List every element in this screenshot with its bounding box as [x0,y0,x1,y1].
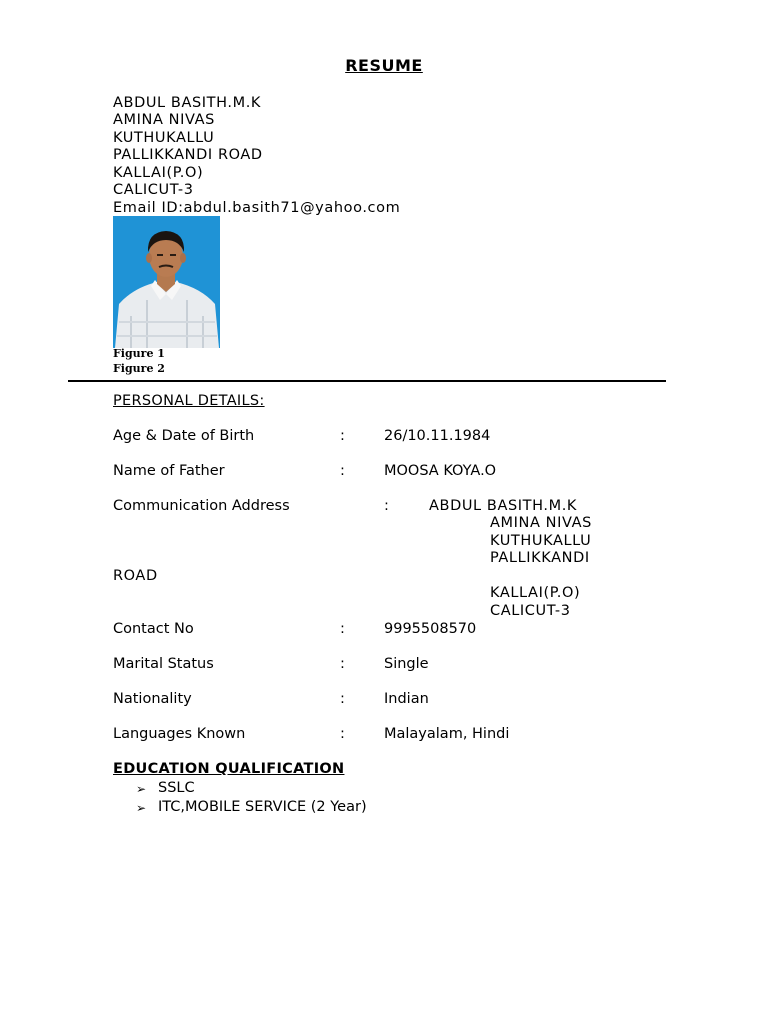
header-email: Email ID:abdul.basith71@yahoo.com [113,200,401,216]
list-item: SSLC [158,780,195,796]
header-address-line: CALICUT-3 [113,182,194,198]
header-name: ABDUL BASITH.M.K [113,95,262,111]
education-heading: EDUCATION QUALIFICATION [113,761,345,777]
address-line: KALLAI(P.O) [490,585,581,601]
age-label: Age & Date of Birth [113,428,255,444]
father-label: Name of Father [113,463,225,479]
figure-caption: Figure 2 [113,362,165,375]
header-address-line: KALLAI(P.O) [113,165,204,181]
header-address-line: AMINA NIVAS [113,112,215,128]
languages-value: Malayalam, Hindi [384,726,510,742]
address-line: KUTHUKALLU [490,533,592,549]
languages-label: Languages Known [113,726,246,742]
address-line: PALLIKKANDI [490,550,590,566]
nationality-label: Nationality [113,691,192,707]
separator-colon: : [340,656,345,672]
marital-value: Single [384,656,429,672]
age-value: 26/10.11.1984 [384,428,491,444]
list-item: ITC,MOBILE SERVICE (2 Year) [158,799,367,815]
header-address-line: PALLIKKANDI ROAD [113,147,263,163]
figure-caption: Figure 1 [113,347,165,360]
contact-value: 9995508570 [384,621,477,637]
separator-colon: : [384,498,389,514]
father-value: MOOSA KOYA.O [384,463,497,479]
header-address-line: KUTHUKALLU [113,130,215,146]
personal-details-heading: PERSONAL DETAILS: [113,393,265,409]
separator-colon: : [340,428,345,444]
separator-colon: : [340,621,345,637]
address-line: AMINA NIVAS [490,515,592,531]
address-line: CALICUT-3 [490,603,571,619]
separator-colon: : [340,726,345,742]
separator-colon: : [340,463,345,479]
arrowhead-bullet-icon: ➢ [136,782,147,796]
resume-title: RESUME [345,56,423,75]
address-road: ROAD [113,568,158,584]
address-label: Communication Address [113,498,290,514]
address-name: ABDUL BASITH.M.K [429,498,578,514]
profile-photo [113,216,220,348]
marital-label: Marital Status [113,656,214,672]
separator-colon: : [340,691,345,707]
horizontal-rule [68,380,666,382]
nationality-value: Indian [384,691,429,707]
arrowhead-bullet-icon: ➢ [136,801,147,815]
contact-label: Contact No [113,621,194,637]
